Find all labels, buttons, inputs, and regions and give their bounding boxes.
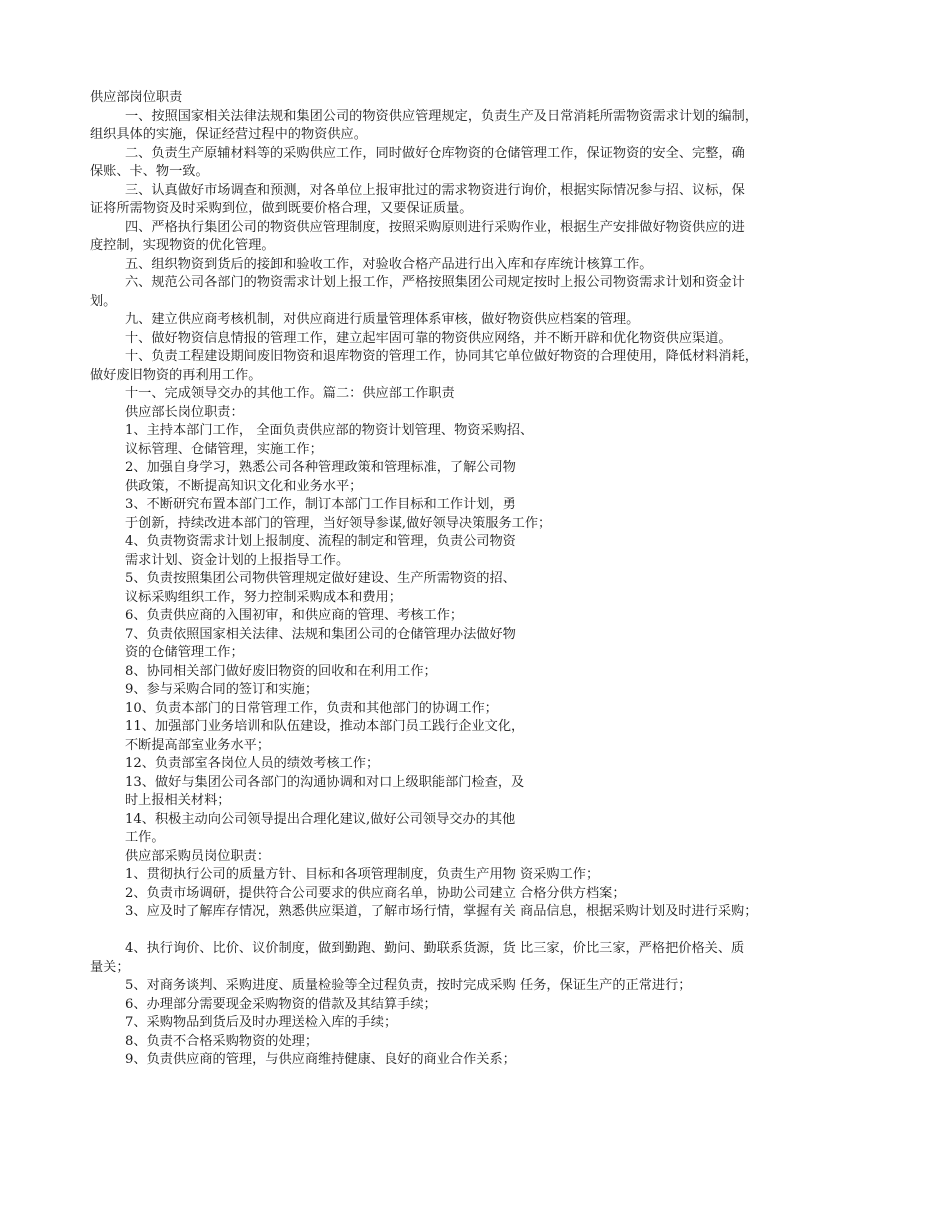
list-item: 12、负责部室各岗位人员的绩效考核工作； (125, 756, 380, 771)
paragraph-line: 五、组织物资到货后的接卸和验收工作，对验收合格产品进行出入库和存库统计核算工作。 (125, 256, 653, 272)
list-item: 8、协同相关部门做好废旧物资的回收和在利用工作； (125, 663, 437, 679)
list-item: 6、办理部分需要现金采购物资的借款及其结算手续； (125, 996, 437, 1012)
list-item: 资的仓储管理工作； (125, 645, 244, 660)
list-item: 2、负责市场调研，提供符合公司要求的供应商名单，协助公司建立 合格分供方档案； (125, 885, 626, 901)
list-item: 5、对商务谈判、采购进度、质量检验等全过程负责，按时完成采购 任务，保证生产的正常进行； (125, 978, 692, 993)
paragraph-line: 保账、卡、物一致。 (90, 164, 209, 179)
list-item: 7、负责依照国家相关法律、法规和集团公司的仓储管理办法做好物 (125, 626, 516, 642)
list-item: 供政策，不断提高知识文化和业务水平； (125, 478, 363, 494)
list-item: 4、执行询价、比价、议价制度，做到勤跑、勤问、勤联系货源，货 比三家，价比三家，严格把价格关、质 (125, 941, 745, 956)
paragraph-line: 十、做好物资信息情报的管理工作，建立起牢固可靠的物资供应网络，并不断开辟和优化物资供应渠道。 (125, 330, 732, 346)
list-item: 议标管理、仓储管理，实施工作； (125, 441, 323, 457)
list-item: 9、参与采购合同的签订和实施； (125, 682, 319, 697)
paragraph-line: 一、按照国家相关法律法规和集团公司的物资供应管理规定，负责生产及日常消耗所需物资需求计划的编制， (125, 108, 758, 124)
paragraph-line: 十、负责工程建设期间废旧物资和退库物资的管理工作，协同其它单位做好物资的合理使用，降低材料消耗， (125, 349, 758, 364)
paragraph-line: 划。 (90, 293, 117, 309)
paragraph-line: 六、规范公司各部门的物资需求计划上报工作，严格按照集团公司规定按时上报公司物资需求计划和资金计 (125, 275, 745, 290)
list-item: 13、做好与集团公司各部门的沟通协调和对口上级职能部门检查，及 (125, 774, 525, 790)
document-title: 供应部岗位职责 (90, 90, 183, 105)
list-item-continuation: 量关； (90, 959, 130, 975)
list-item: 9、负责供应商的管理，与供应商维持健康、良好的商业合作关系； (125, 1052, 516, 1067)
paragraph-line: 证将所需物资及时采购到位，做到既要价格合理，又要保证质量。 (90, 201, 473, 216)
list-item: 10、负责本部门的日常管理工作，负责和其他部门的协调工作； (125, 700, 498, 716)
list-item: 3、不断研究布置本部门工作，制订本部门工作目标和工作计划，勇 (125, 497, 516, 512)
list-item: 工作。 (125, 830, 165, 845)
paragraph-line: 做好废旧物资的再利用工作。 (90, 367, 262, 383)
list-item: 1、贯彻执行公司的质量方针、目标和各项管理制度，负责生产用物 资采购工作； (125, 867, 600, 882)
blank-line (90, 922, 870, 941)
paragraph-line: 四、严格执行集团公司的物资供应管理制度，按照采购原则进行采购作业，根据生产安排做好物资供应的进 (125, 219, 745, 235)
paragraph-line: 组织具体的实施，保证经营过程中的物资供应。 (90, 127, 367, 142)
list-item: 11、加强部门业务培训和队伍建设，推动本部门员工践行企业文化， (125, 719, 525, 734)
list-item: 8、负责不合格采购物资的处理； (125, 1033, 319, 1049)
list-item: 于创新，持续改进本部门的管理，当好领导参谋,做好领导决策服务工作； (125, 515, 552, 531)
list-item: 1、主持本部门工作， 全面负责供应部的物资计划管理、物资采购招、 (125, 423, 534, 438)
list-item: 4、负责物资需求计划上报制度、流程的制定和管理，负责公司物资 (125, 534, 516, 549)
list-item: 7、采购物品到货后及时办理送检入库的手续； (125, 1015, 398, 1030)
paragraph-line: 十一、完成领导交办的其他工作。篇二：供应部工作职责 (125, 386, 455, 401)
list-item: 5、负责按照集团公司物供管理规定做好建设、生产所需物资的招、 (125, 571, 516, 586)
paragraph-line: 度控制，实现物资的优化管理。 (90, 238, 275, 253)
list-item: 6、负责供应商的入围初审，和供应商的管理、考核工作； (125, 608, 464, 623)
paragraph-line: 三、认真做好市场调查和预测，对各单位上报审批过的需求物资进行询价，根据实际情况参与招、议标，保 (125, 182, 745, 198)
list-item: 需求计划、资金计划的上报指导工作。 (125, 552, 350, 568)
list-item: 2、加强自身学习，熟悉公司各种管理政策和管理标准，了解公司物 (125, 460, 516, 475)
list-item: 不断提高部室业务水平； (125, 737, 271, 753)
section-heading: 供应部采购员岗位职责： (125, 848, 271, 864)
paragraph-line: 九、建立供应商考核机制，对供应商进行质量管理体系审核，做好物资供应档案的管理。 (125, 312, 640, 327)
list-item: 时上报相关材料； (125, 793, 231, 808)
list-item: 3、应及时了解库存情况，熟悉供应渠道，了解市场行情，掌握有关 商品信息，根据采购计划及时进行采购； (125, 904, 758, 919)
paragraph-line: 二、负责生产原辅材料等的采购供应工作，同时做好仓库物资的仓储管理工作，保证物资的安全、完整，确 (125, 145, 745, 161)
section-heading: 供应部长岗位职责： (125, 404, 244, 420)
list-item: 14、积极主动向公司领导提出合理化建议,做好公司领导交办的其他 (125, 811, 516, 827)
document-page (90, 89, 870, 1070)
list-item: 议标采购组织工作，努力控制采购成本和费用； (125, 589, 402, 605)
